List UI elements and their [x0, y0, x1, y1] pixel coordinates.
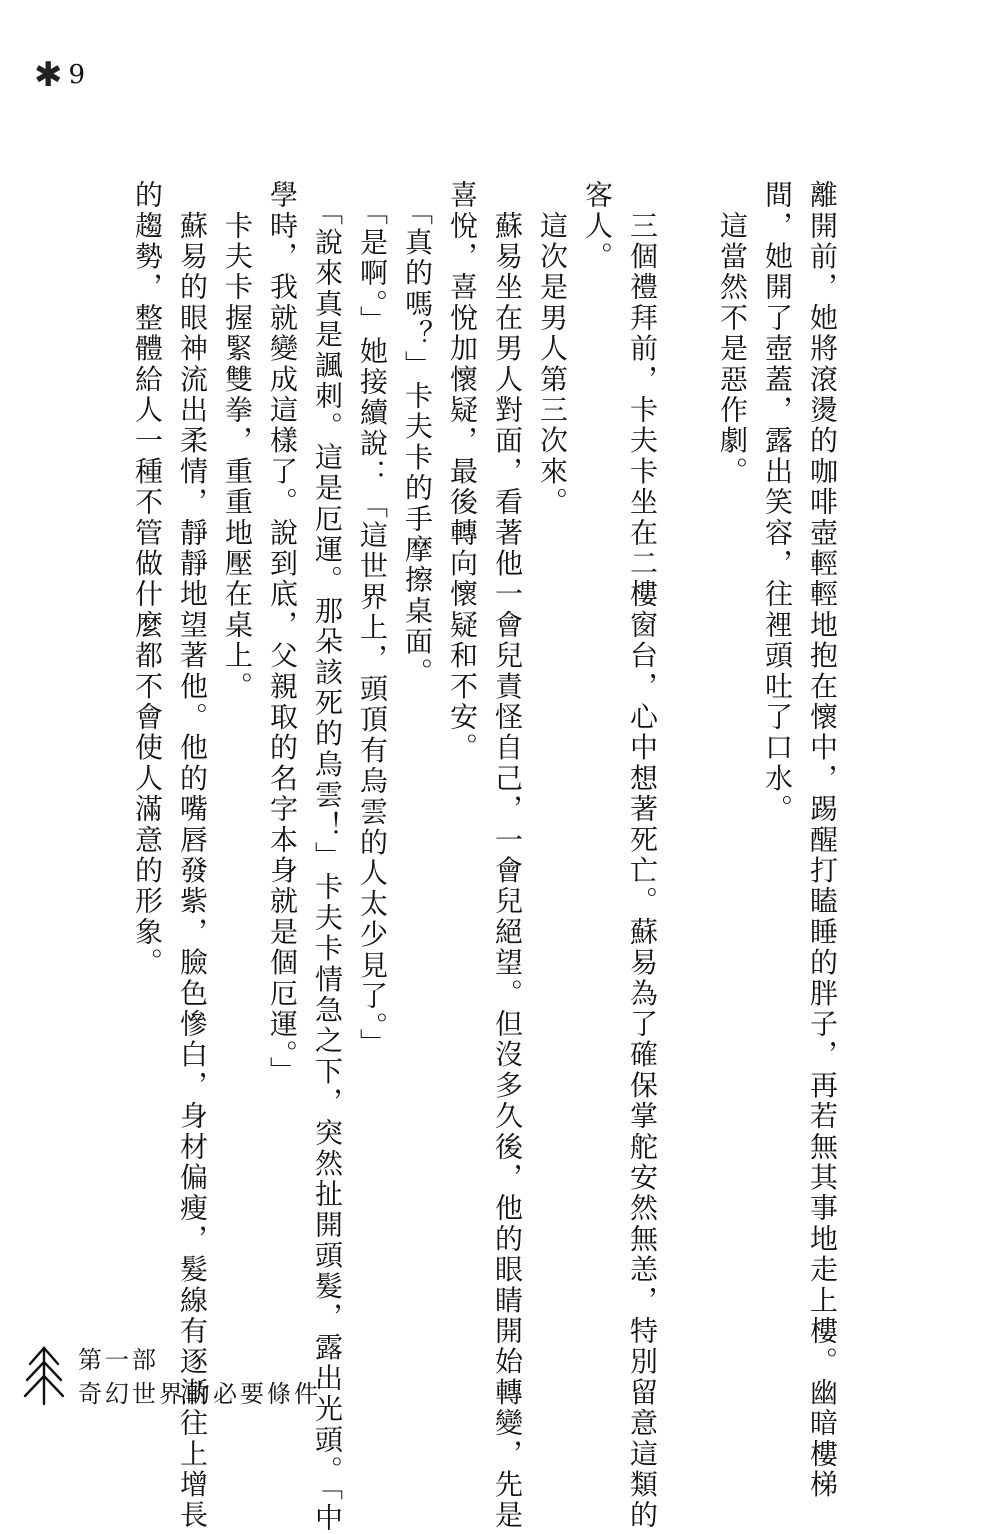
asterisk-star-icon: ✱	[34, 55, 63, 95]
text-column: 客人。	[581, 180, 614, 273]
text-column: 這當然不是惡作劇。	[716, 180, 749, 487]
page-header	[34, 55, 86, 95]
book-subtitle: 奇幻世界的必要條件	[78, 1380, 321, 1408]
text-column: 間，她開了壺蓋，露出笑容，往裡頭吐了口水。	[761, 180, 794, 825]
part-label: 第一部	[78, 1346, 159, 1374]
text-column: 喜悅，喜悅加懷疑，最後轉向懷疑和不安。	[446, 180, 479, 764]
text-column: 三個禮拜前，卡夫卡坐在二樓窗台，心中想著死亡。蘇易為了確保掌舵安然無恙，特別留意這類的	[626, 180, 659, 1531]
text-column: 學時，我就變成這樣了。說到底，父親取的名字本身就是個厄運。」	[266, 180, 299, 1087]
page-number: 9	[68, 60, 86, 90]
page-footer	[22, 1342, 321, 1408]
text-column: 這次是男人第三次來。	[536, 180, 569, 518]
text-column: 的趨勢，整體給人一種不管做什麼都不會使人滿意的形象。	[131, 180, 164, 979]
text-column: 「真的嗎？」卡夫卡的手摩擦桌面。	[401, 180, 434, 688]
text-column: 離開前，她將滾燙的咖啡壺輕輕地抱在懷中，踢醒打瞌睡的胖子，再若無其事地走上樓。幽暗樓梯	[806, 180, 839, 1501]
footer-text	[78, 1342, 321, 1408]
text-column: 「說來真是諷刺。這是厄運。那朵該死的烏雲！」卡夫卡情急之下，突然扯開頭髮，露出光頭。「中	[311, 180, 344, 1534]
text-column: 蘇易的眼神流出柔情，靜靜地望著他。他的嘴唇發紫，臉色慘白，身材偏瘦，髮線有逐漸往上增長	[176, 180, 209, 1531]
pine-tree-icon	[22, 1342, 66, 1406]
text-column: 「是啊。」她接續說：「這世界上，頭頂有烏雲的人太少見了。」	[356, 180, 389, 1059]
text-column: 蘇易坐在男人對面，看著他一會兒責怪自己，一會兒絕望。但沒多久後，他的眼睛開始轉變，先是	[491, 180, 524, 1531]
text-column: 卡夫卡握緊雙拳，重重地壓在桌上。	[221, 180, 254, 702]
